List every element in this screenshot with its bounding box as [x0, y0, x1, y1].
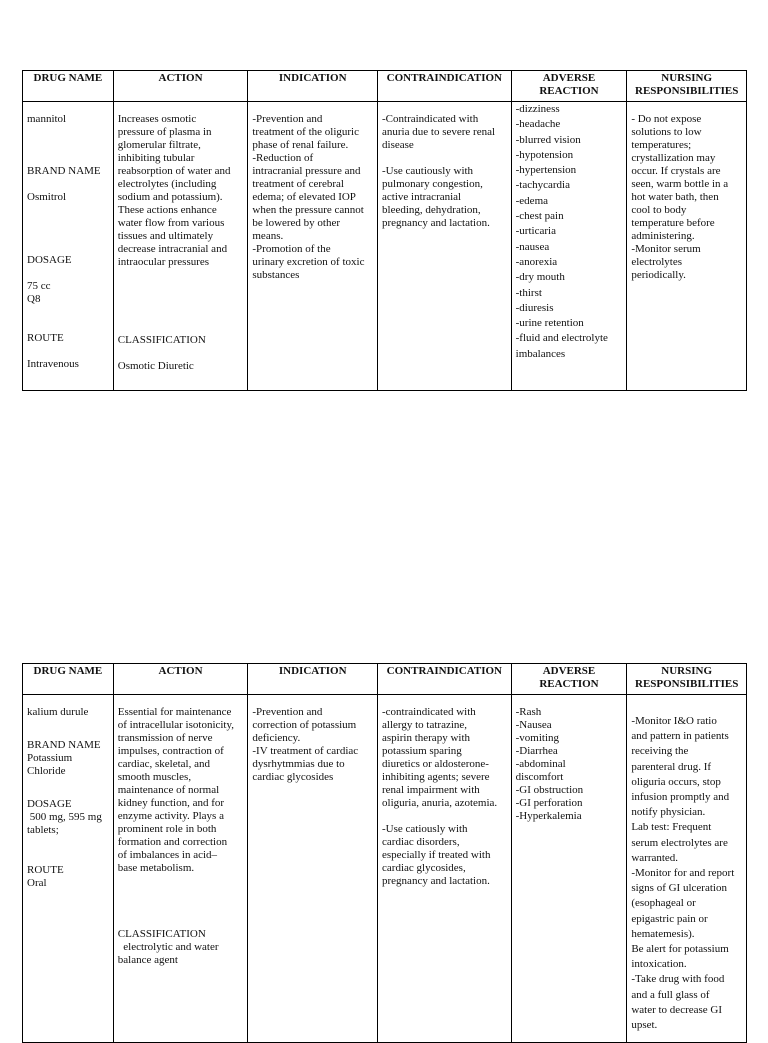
action-line: formation and correction: [117, 836, 228, 848]
action-line: Increases osmotic: [117, 113, 197, 125]
nursing-line: -Monitor for and report: [631, 867, 735, 880]
nursing-line: intoxication.: [631, 958, 687, 971]
nursing-line: (esophageal or: [631, 897, 696, 910]
indication-text: [252, 706, 373, 784]
nursing-line: -Monitor serum: [631, 243, 701, 255]
action-line: electrolytes (including: [117, 178, 217, 190]
adverse-reaction-item: -abdominal: [515, 758, 566, 770]
adverse-reaction-item: -blurred vision: [515, 133, 581, 146]
nursing-line: upset.: [631, 1019, 658, 1032]
indication-line: -IV treatment of cardiac: [252, 745, 359, 757]
indication-line: intracranial pressure and: [252, 165, 361, 177]
adverse-reaction-cell: [512, 695, 628, 1042]
nursing-line: -Monitor I&O ratio: [631, 715, 717, 727]
route-label: ROUTE: [27, 864, 64, 876]
adverse-reaction-item: -Rash: [515, 706, 542, 718]
action-line: kidney function, and for: [117, 797, 225, 809]
caution-line: pulmonary congestion,: [382, 178, 483, 190]
dosage-frequency: Q8: [27, 293, 41, 305]
action-line: decrease intracranial and: [117, 243, 228, 255]
generic-name: kalium durule: [27, 706, 89, 718]
nursing-text: [631, 714, 742, 1033]
header-contraindication: CONTRAINDICATION: [378, 664, 512, 694]
adverse-reaction-list: [516, 706, 623, 823]
contraindication-line: oliguria, anuria, azotemia.: [382, 797, 498, 809]
classification-label: CLASSIFICATION: [117, 928, 206, 940]
contraindication-line: inhibiting agents; severe: [382, 771, 490, 783]
indication-line: urinary excretion of toxic: [252, 256, 365, 268]
indication-cell: [248, 102, 378, 390]
caution-text: [382, 823, 507, 888]
nursing-line: Be alert for potassium: [631, 943, 729, 956]
action-cell: [114, 695, 249, 1042]
caution-line: -Use cautiously with: [382, 165, 474, 177]
adverse-reaction-list: [516, 102, 623, 362]
caution-line: pregnancy and lactation.: [382, 217, 490, 229]
nursing-line: water to decrease GI: [631, 1003, 723, 1016]
nursing-line: temperature before: [631, 217, 715, 229]
indication-line: -Prevention and: [252, 706, 323, 718]
adverse-reaction-item: -fluid and electrolyte: [515, 332, 608, 345]
indication-line: when the pressure cannot: [252, 204, 364, 216]
contraindication-line: diuretics or aldosterone-: [382, 758, 489, 770]
nursing-line: infusion promptly and: [631, 791, 730, 804]
contraindication-line: aspirin therapy with: [382, 732, 470, 744]
dosage-label: DOSAGE: [27, 798, 72, 810]
nursing-line: and pattern in patients: [631, 730, 729, 743]
nursing-line: serum electrolytes are: [631, 836, 728, 849]
adverse-reaction-item: -nausea: [515, 240, 550, 253]
dosage-value: 500 mg, 595 mg: [27, 811, 102, 823]
nursing-line: parenteral drug. If: [631, 760, 712, 773]
action-line: tissues and ultimately: [117, 230, 214, 242]
nursing-line: receiving the: [631, 745, 689, 758]
adverse-reaction-item: -anorexia: [515, 255, 558, 268]
header-nursing-responsibilities: NURSING RESPONSIBILITIES: [635, 72, 739, 97]
caution-line: bleeding, dehydration,: [382, 204, 481, 216]
adverse-reaction-item: -GI perforation: [515, 797, 583, 809]
nursing-line: notify physician.: [631, 806, 706, 819]
contraindication-text: [382, 113, 507, 152]
dosage-value: 75 cc: [27, 280, 51, 292]
action-line: of intracellular isotonicity,: [117, 719, 235, 731]
adverse-reaction-item: -vomiting: [515, 732, 560, 744]
adverse-reaction-item: -Diarrhea: [515, 745, 558, 757]
nursing-line: occur. If crystals are: [631, 165, 721, 177]
action-text: [118, 706, 244, 875]
adverse-reaction-item: -Nausea: [515, 719, 552, 731]
adverse-reaction-item: -hypotension: [515, 148, 574, 161]
route-label: ROUTE: [27, 332, 64, 344]
adverse-reaction-item: -urine retention: [515, 317, 584, 330]
indication-line: edema; of elevated IOP: [252, 191, 356, 203]
classification-value: electrolytic and water: [117, 941, 219, 953]
indication-line: means.: [252, 230, 284, 242]
header-indication: INDICATION: [248, 71, 378, 101]
brand-name: Osmitrol: [27, 191, 67, 203]
action-line: enzyme activity. Plays a: [117, 810, 224, 822]
drug-table-mannitol: [22, 70, 747, 391]
adverse-reaction-item: -dizziness: [515, 103, 560, 115]
nursing-line: warranted.: [631, 851, 679, 864]
action-line: maintenance of normal: [117, 784, 220, 796]
adverse-reaction-item: -chest pain: [515, 210, 564, 223]
caution-line: active intracranial: [382, 191, 462, 203]
nursing-line: hematemesis).: [631, 927, 695, 940]
header-adverse-reaction: ADVERSE REACTION: [512, 664, 628, 694]
nursing-cell: [627, 102, 746, 390]
action-cell: [114, 102, 249, 390]
action-line: base metabolism.: [117, 862, 195, 874]
nursing-line: signs of GI ulceration: [631, 882, 727, 895]
route-value: Oral: [27, 877, 47, 889]
drug-name-cell: [23, 695, 114, 1042]
action-text: [118, 113, 244, 269]
header-nursing-responsibilities: NURSING RESPONSIBILITIES: [635, 665, 739, 690]
adverse-reaction-item: -hypertension: [515, 164, 577, 177]
contraindication-line: allergy to tatrazine,: [382, 719, 468, 731]
contraindication-line: disease: [382, 139, 414, 151]
contraindication-line: anuria due to severe renal: [382, 126, 496, 138]
adverse-reaction-item: -diuresis: [515, 301, 554, 314]
action-line: smooth muscles,: [117, 771, 192, 783]
action-line: impulses, contraction of: [117, 745, 224, 757]
indication-line: substances: [252, 269, 300, 281]
action-line: transmission of nerve: [117, 732, 213, 744]
action-line: Essential for maintenance: [117, 706, 232, 718]
header-action: ACTION: [114, 71, 249, 101]
nursing-line: and a full glass of: [631, 988, 710, 1001]
nursing-line: epigastric pain or: [631, 912, 708, 925]
caution-line: cardiac disorders,: [382, 836, 460, 848]
contraindication-cell: [378, 695, 512, 1042]
classification-value: Osmotic Diuretic: [117, 360, 194, 372]
contraindication-line: -Contraindicated with: [382, 113, 479, 125]
contraindication-line: potassium sparing: [382, 745, 462, 757]
action-line: prominent role in both: [117, 823, 217, 835]
nursing-line: - Do not expose: [631, 113, 702, 125]
nursing-line: administering.: [631, 230, 695, 242]
generic-name: mannitol: [27, 113, 67, 125]
indication-line: deficiency.: [252, 732, 301, 744]
nursing-line: crystallization may: [631, 152, 716, 164]
adverse-reaction-item: -GI obstruction: [515, 784, 584, 796]
nursing-line: seen, warm bottle in a: [631, 178, 729, 190]
action-line: These actions enhance: [117, 204, 217, 216]
action-line: sodium and potassium).: [117, 191, 223, 203]
header-indication: INDICATION: [248, 664, 378, 694]
caution-text: [382, 165, 507, 230]
indication-line: -Prevention and: [252, 113, 323, 125]
drug-table-kalium-durule: [22, 663, 747, 1043]
adverse-reaction-item: -thirst: [515, 286, 542, 299]
indication-line: phase of renal failure.: [252, 139, 349, 151]
indication-line: treatment of the oliguric: [252, 126, 359, 138]
indication-text: [252, 113, 373, 282]
adverse-reaction-item: imbalances: [515, 347, 566, 360]
table-header-row: [23, 71, 746, 102]
brand-name-label: BRAND NAME: [27, 165, 101, 177]
header-drug-name: DRUG NAME: [23, 71, 114, 101]
adverse-reaction-item: -dry mouth: [515, 271, 565, 284]
classification-value-cont: balance agent: [117, 954, 178, 966]
action-line: reabsorption of water and: [117, 165, 231, 177]
nursing-line: Lab test: Frequent: [631, 821, 712, 834]
adverse-reaction-item: -tachycardia: [515, 179, 570, 192]
caution-line: pregnancy and lactation.: [382, 875, 490, 887]
header-adverse-reaction: ADVERSE REACTION: [512, 71, 628, 101]
dosage-form: tablets;: [27, 824, 59, 836]
action-line: pressure of plasma in: [117, 126, 212, 138]
table-body-row: [23, 695, 746, 1042]
adverse-reaction-item: -edema: [515, 194, 549, 207]
nursing-line: electrolytes: [631, 256, 683, 268]
adverse-reaction-item: discomfort: [515, 771, 564, 783]
indication-line: -Reduction of: [252, 152, 314, 164]
dosage-label: DOSAGE: [27, 254, 72, 266]
caution-line: especially if treated with: [382, 849, 491, 861]
adverse-reaction-item: -urticaria: [515, 225, 556, 238]
nursing-line: periodically.: [631, 269, 686, 281]
header-action: ACTION: [114, 664, 249, 694]
indication-line: dysrhytmmias due to: [252, 758, 345, 770]
contraindication-line: renal impairment with: [382, 784, 480, 796]
classification-label: CLASSIFICATION: [117, 334, 206, 346]
indication-cell: [248, 695, 378, 1042]
table-header-row: [23, 664, 746, 695]
action-line: inhibiting tubular: [117, 152, 195, 164]
indication-line: treatment of cerebral: [252, 178, 344, 190]
drug-name-cell: [23, 102, 114, 390]
nursing-line: -Take drug with food: [631, 973, 725, 986]
indication-line: cardiac glycosides: [252, 771, 334, 783]
contraindication-text: [382, 706, 507, 810]
action-line: cardiac, skeletal, and: [117, 758, 210, 770]
adverse-reaction-cell: [512, 102, 628, 390]
action-line: of imbalances in acid–: [117, 849, 218, 861]
brand-name-label: BRAND NAME: [27, 739, 101, 751]
action-line: water flow from various: [117, 217, 225, 229]
route-value: Intravenous: [27, 358, 79, 370]
action-line: glomerular filtrate,: [117, 139, 201, 151]
action-line: intraocular pressures: [117, 256, 210, 268]
header-drug-name: DRUG NAME: [23, 664, 114, 694]
nursing-line: solutions to low: [631, 126, 702, 138]
header-contraindication: CONTRAINDICATION: [378, 71, 512, 101]
nursing-line: oliguria occurs, stop: [631, 775, 721, 788]
adverse-reaction-item: -Hyperkalemia: [515, 810, 582, 822]
adverse-reaction-item: -headache: [515, 118, 561, 131]
indication-line: be lowered by other: [252, 217, 341, 229]
nursing-line: cool to body: [631, 204, 687, 216]
indication-line: -Promotion of the: [252, 243, 331, 255]
nursing-line: temperatures;: [631, 139, 692, 151]
nursing-text: [631, 113, 742, 282]
indication-line: correction of potassium: [252, 719, 357, 731]
caution-line: cardiac glycosides,: [382, 862, 466, 874]
contraindication-line: -contraindicated with: [382, 706, 476, 718]
contraindication-cell: [378, 102, 512, 390]
caution-line: -Use catiously with: [382, 823, 468, 835]
brand-name-cont: Chloride: [27, 765, 66, 777]
table-body-row: [23, 102, 746, 390]
nursing-cell: [627, 695, 746, 1042]
brand-name: Potassium: [27, 752, 73, 764]
nursing-line: hot water bath, then: [631, 191, 719, 203]
